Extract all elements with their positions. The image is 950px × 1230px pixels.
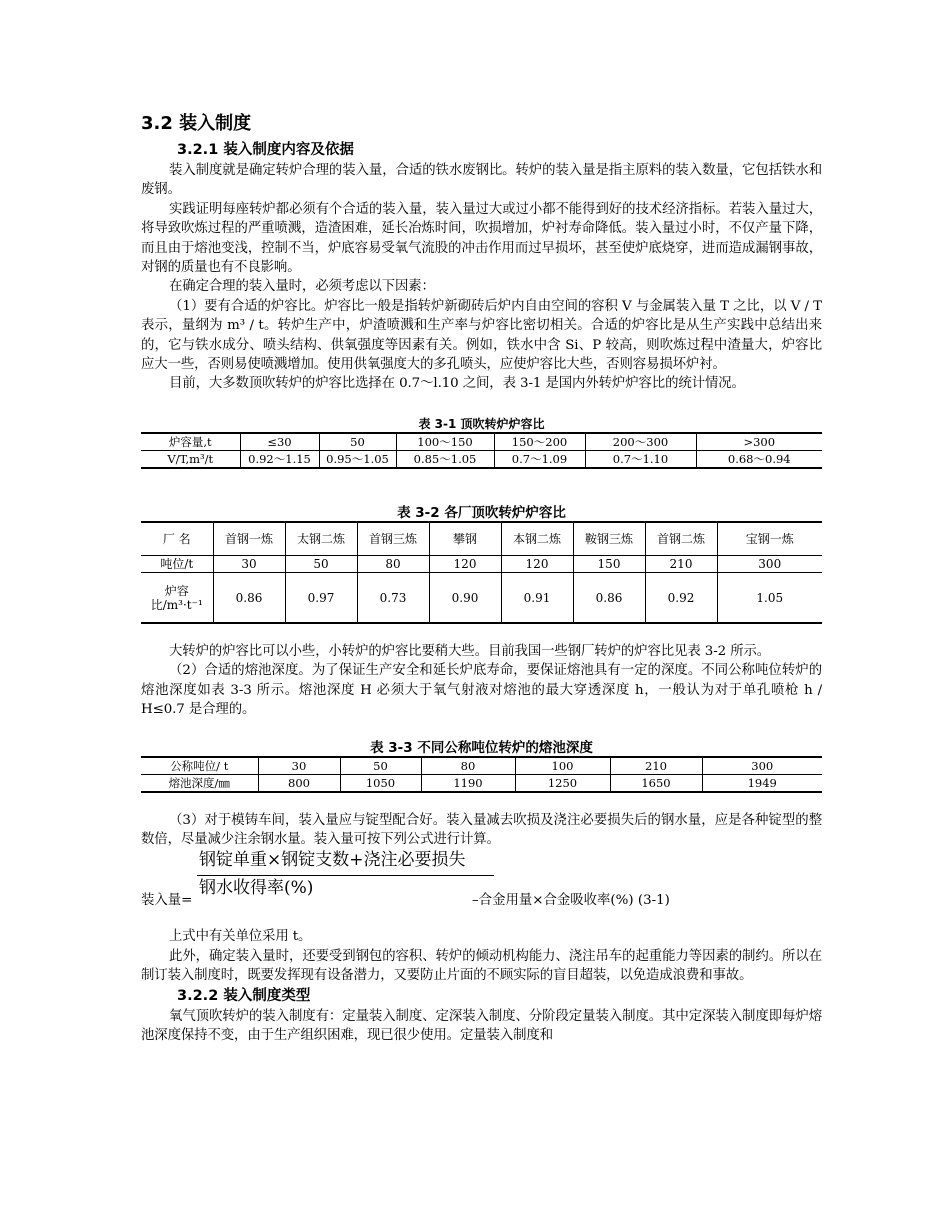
table-cell: 1949 bbox=[702, 774, 822, 792]
table-cell: 0.90 bbox=[429, 573, 501, 623]
table-caption: 表 3-3 不同公称吨位转炉的熔池深度 bbox=[370, 739, 593, 756]
table-cell: 0.73 bbox=[357, 573, 429, 623]
paragraph: （1）要有合适的炉容比。炉容比一般是指转炉新砌砖后炉内自由空间的容积 V 与金属装入量 T 之比，以 V / T 表示，量纲为 m³ / t。转炉生产中，炉渣喷溅和生产率与炉容比密切相关。合适的炉容比是从生产实践中总结出来的，它与铁水成分、喷头结构、供氧强度等因素有关。例如，铁水中含 Si、P 较高，则吹炼过程中渣量大，炉容比应大一些，否则易使喷溅增加。使用供氧强度大的多孔喷头，应使炉容比大些，否则容易损坏炉衬。 bbox=[141, 298, 822, 373]
table-cell: 150 bbox=[573, 556, 645, 573]
formula-numerator: 钢锭单重×钢锭支数+浇注必要损失 bbox=[199, 850, 466, 871]
table-cell: 210 bbox=[610, 757, 702, 775]
table-cell: 50 bbox=[340, 757, 421, 775]
paragraph: 目前，大多数顶吹转炉的炉容比选择在 0.7～l.10 之间，表 3-1 是国内外转炉炉容比的统计情况。 bbox=[169, 376, 745, 392]
table-plant-ratio bbox=[141, 521, 822, 624]
table-cell: 80 bbox=[421, 757, 515, 775]
section-title: 3.2 装入制度 bbox=[141, 113, 252, 134]
table-cell: 30 bbox=[258, 757, 340, 775]
table-row bbox=[141, 433, 822, 451]
table-cell: V/T,m³/t bbox=[141, 450, 240, 468]
fraction-line bbox=[197, 875, 494, 876]
table-cell: 首钢一炼 bbox=[213, 522, 285, 556]
table-capacity-ratio bbox=[141, 432, 822, 469]
table-cell: 0.86 bbox=[573, 573, 645, 623]
table-cell: 攀钢 bbox=[429, 522, 501, 556]
table-cell: 150～200 bbox=[494, 433, 585, 451]
table-cell: 800 bbox=[258, 774, 340, 792]
table-cell: 50 bbox=[319, 433, 396, 451]
table-cell: 210 bbox=[645, 556, 717, 573]
table-cell: 0.7～1.10 bbox=[585, 450, 696, 468]
paragraph: 上式中有关单位采用 t。 bbox=[169, 929, 312, 945]
table-cell: 首钢二炼 bbox=[645, 522, 717, 556]
table-cell: 0.92～1.15 bbox=[240, 450, 319, 468]
table-cell: 1650 bbox=[610, 774, 702, 792]
formula-right: –合金用量×合金吸收率(%) (3-1) bbox=[472, 893, 670, 909]
table-row bbox=[141, 757, 822, 775]
table-cell: 0.86 bbox=[213, 573, 285, 623]
table-cell: 120 bbox=[429, 556, 501, 573]
paragraph: 装入制度就是确定转炉合理的装入量，合适的铁水废钢比。转炉的装入量是指主原料的装入数量，它包括铁水和废钢。 bbox=[141, 163, 822, 198]
table-cell: 30 bbox=[213, 556, 285, 573]
table-caption: 表 3-2 各厂顶吹转炉炉容比 bbox=[397, 504, 566, 521]
paragraph: 在确定合理的装入量时，必须考虑以下因素： bbox=[169, 279, 435, 295]
table-cell: 200～300 bbox=[585, 433, 696, 451]
table-cell: 0.7～1.09 bbox=[494, 450, 585, 468]
table-cell: 厂 名 bbox=[141, 522, 213, 556]
document-page bbox=[141, 112, 822, 1045]
table-cell: 0.97 bbox=[285, 573, 357, 623]
table-caption: 表 3-1 顶吹转炉炉容比 bbox=[418, 416, 545, 431]
table-cell: 300 bbox=[717, 556, 822, 573]
table-cell: >300 bbox=[696, 433, 822, 451]
table-cell: 鞍钢三炼 bbox=[573, 522, 645, 556]
table-cell: 太钢二炼 bbox=[285, 522, 357, 556]
table-cell: 炉容量,t bbox=[141, 433, 240, 451]
formula-3-1 bbox=[141, 849, 822, 927]
table-cell: 100～150 bbox=[396, 433, 494, 451]
table-cell: 100 bbox=[515, 757, 610, 775]
table-cell: 0.95～1.05 bbox=[319, 450, 396, 468]
table-cell: 120 bbox=[501, 556, 573, 573]
formula-denominator: 钢水收得率(%) bbox=[199, 878, 314, 899]
table-bath-depth bbox=[141, 756, 822, 793]
table-cell: 0.68～0.94 bbox=[696, 450, 822, 468]
paragraph: （3）对于模铸车间，装入量应与锭型配合好。装入量减去吹损及浇注必要损失后的钢水量，应是各种锭型的整数倍，尽量减少注余钢水量。装入量可按下列公式进行计算。 bbox=[141, 812, 822, 847]
table-cell: 宝钢一炼 bbox=[717, 522, 822, 556]
paragraph: 实践证明每座转炉都必须有个合适的装入量，装入量过大或过小都不能得到好的技术经济指标。若装入量过大，将导致吹炼过程的严重喷溅，造渣困难，延长冶炼时间，吹损增加，炉衬寿命降低。装入量过小时，不仅产量下降，而且由于熔池变浅，控制不当，炉底容易受氧气流股的冲击作用而过早损坏，甚至使炉底烧穿，进而造成漏钢事故，对钢的质量也有不良影响。 bbox=[141, 201, 822, 276]
table-row bbox=[141, 556, 822, 573]
table-cell: 300 bbox=[702, 757, 822, 775]
paragraph: （2）合适的熔池深度。为了保证生产安全和延长炉底寿命，要保证熔池具有一定的深度。不同公称吨位转炉的熔池深度如表 3-3 所示。熔池深度 H 必须大于氧气射液对熔池的最大穿透深度 h，一般认为对于单孔喷枪 h / H≤0.7 是合理的。 bbox=[141, 663, 822, 718]
table-cell: 1250 bbox=[515, 774, 610, 792]
table-row bbox=[141, 774, 822, 792]
table-row bbox=[141, 450, 822, 468]
subsection-title: 3.2.1 装入制度内容及依据 bbox=[177, 142, 354, 158]
paragraph: 氧气顶吹转炉的装入制度有：定量装入制度、定深装入制度、分阶段定量装入制度。其中定深装入制度即每炉熔池深度保持不变，由于生产组织困难，现已很少使用。定量装入制度和 bbox=[141, 1008, 822, 1043]
table-cell: 0.85～1.05 bbox=[396, 450, 494, 468]
table-cell: 本钢二炼 bbox=[501, 522, 573, 556]
table-cell: 首钢三炼 bbox=[357, 522, 429, 556]
table-cell: 50 bbox=[285, 556, 357, 573]
table-cell: ≤30 bbox=[240, 433, 319, 451]
table-cell: 80 bbox=[357, 556, 429, 573]
paragraph: 此外，确定装入量时，还要受到钢包的容积、转炉的倾动机构能力、浇注吊车的起重能力等因素的制约。所以在制订装入制度时，既要发挥现有设备潜力，又要防止片面的不顾实际的盲目超装，以免造成浪费和事故。 bbox=[141, 948, 822, 984]
table-cell: 0.91 bbox=[501, 573, 573, 623]
paragraph: 大转炉的炉容比可以小些，小转炉的炉容比要稍大些。目前我国一些钢厂转炉的炉容比见表 3-2 所示。 bbox=[169, 643, 771, 659]
table-row bbox=[141, 522, 822, 556]
table-cell: 公称吨位/ t bbox=[141, 757, 258, 775]
subsection-title: 3.2.2 装入制度类型 bbox=[177, 987, 311, 1004]
table-cell: 1.05 bbox=[717, 573, 822, 623]
formula-left: 装入量= bbox=[141, 893, 193, 909]
table-cell: 1190 bbox=[421, 774, 515, 792]
table-cell: 吨位/t bbox=[141, 556, 213, 573]
table-cell: 炉容比/m³·t⁻¹ bbox=[141, 573, 213, 623]
table-cell: 熔池深度/㎜ bbox=[141, 774, 258, 792]
table-row bbox=[141, 573, 822, 623]
table-cell: 1050 bbox=[340, 774, 421, 792]
table-cell: 0.92 bbox=[645, 573, 717, 623]
